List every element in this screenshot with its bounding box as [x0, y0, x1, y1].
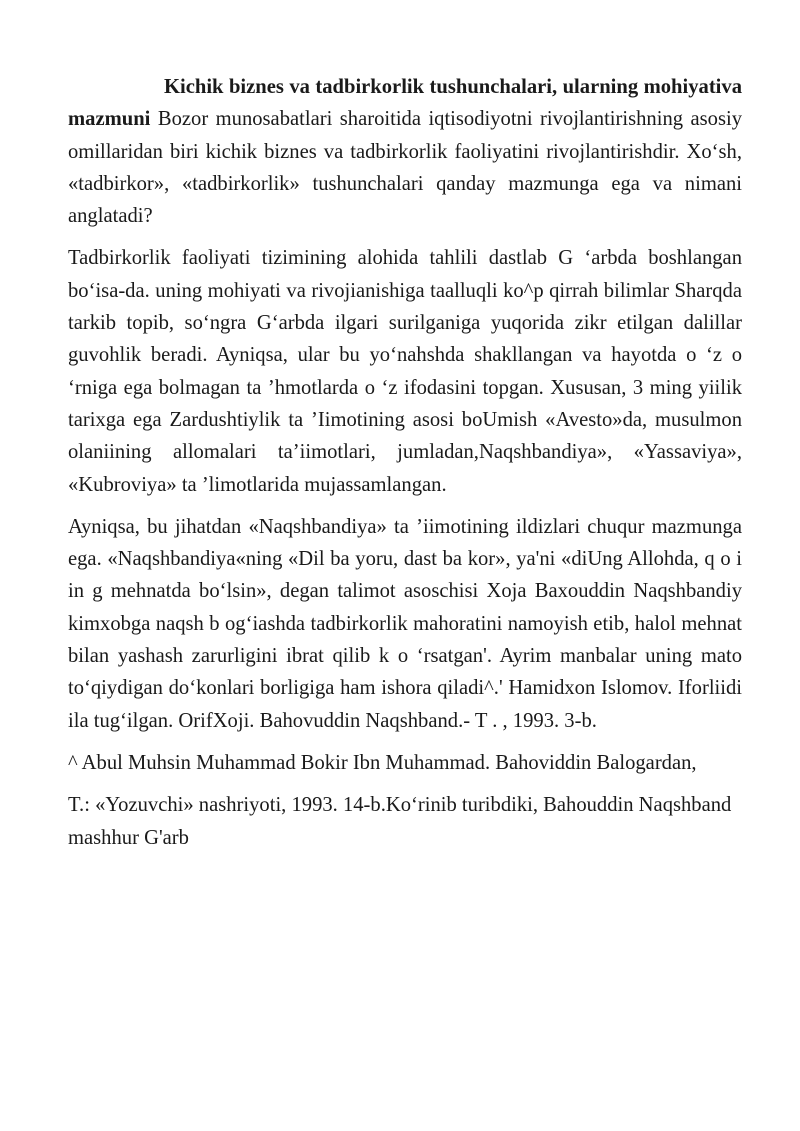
body-paragraph: Tadbirkorlik faoliyati tizimining alohida tahlili dastlab G ‘arbda boshlangan bo‘isa-da. uning mohiyati va rivojianishiga taalluqli ko^p qirrah bilimlar Sharqda tarkib topib, so‘ngra G‘arbda ilgari surilganiga yuqorida zikr etilgan dalillar guvohlik beradi. Ayniqsa, ular bu yo‘nahshda shakllangan va hayotda o ‘z o ‘rniga ega bolmagan ta ’hmotlarda o ‘z ifodasini topgan. Xususan, 3 ming yiilik tarixga ega Zardushtiylik ta ’Iimotining asosi boUmish «Avesto»da, musulmon olaniining allomalari ta’iimotlari, jumladan,Naqshbandiya», «Yassaviya», «Kubroviya» ta ’limotlarida mujassamlangan.	[68, 247, 742, 496]
paragraph-text: Bozor munosabatlari sharoitida iqtisodiyotni rivojlantirishning asosiy omillaridan biri kichik biznes va tadbirkorlik faoliyatini rivojlantirishdir. Xo‘sh, «tadbirkor», «tadbirkorlik» tushunchalari qanday mazmunga ega va nimani anglatadi?	[68, 108, 742, 228]
footnote-paragraph: T.: «Yozuvchi» nashriyoti, 1993. 14-b.Ko‘rinib turibdiki, Bahouddin Naqshband mashhur G'arb	[68, 794, 732, 849]
body-paragraph: Ayniqsa, bu jihatdan «Naqshbandiya» ta ’iimotining ildizlari chuqur mazmunga ega. «Naqshbandiya«ning «Dil ba yoru, dast ba kor», ya'ni «diUng Allohda, q o i in g mehnatda bo‘lsin», degan talimot asoschisi Xoja Baxouddin Naqshbandiy kimxobga naqsh b og‘iashda tadbirkorlik mahoratini namoyish etib, halol mehnat bilan yashash zarurligini ibrat qilib k o ‘rsatgan'. Ayrim manbalar uning mato to‘qiydigan do‘konlari borligiga ham ishora qiladi^.' Hamidxon Islomov. Iforliidi ila tug‘ilgan. OrifXoji. Bahovuddin Naqshband.- T . , 1993. 3-b.	[68, 515, 742, 732]
section-heading: Kichik biznes va tadbirkorlik tushunchalari, ularning mohiyativa mazmuni	[68, 76, 742, 131]
footnote-paragraph: ^ Abul Muhsin Muhammad Bokir Ibn Muhammad. Bahoviddin Balogardan,	[68, 751, 697, 774]
intro-paragraph	[68, 71, 742, 232]
